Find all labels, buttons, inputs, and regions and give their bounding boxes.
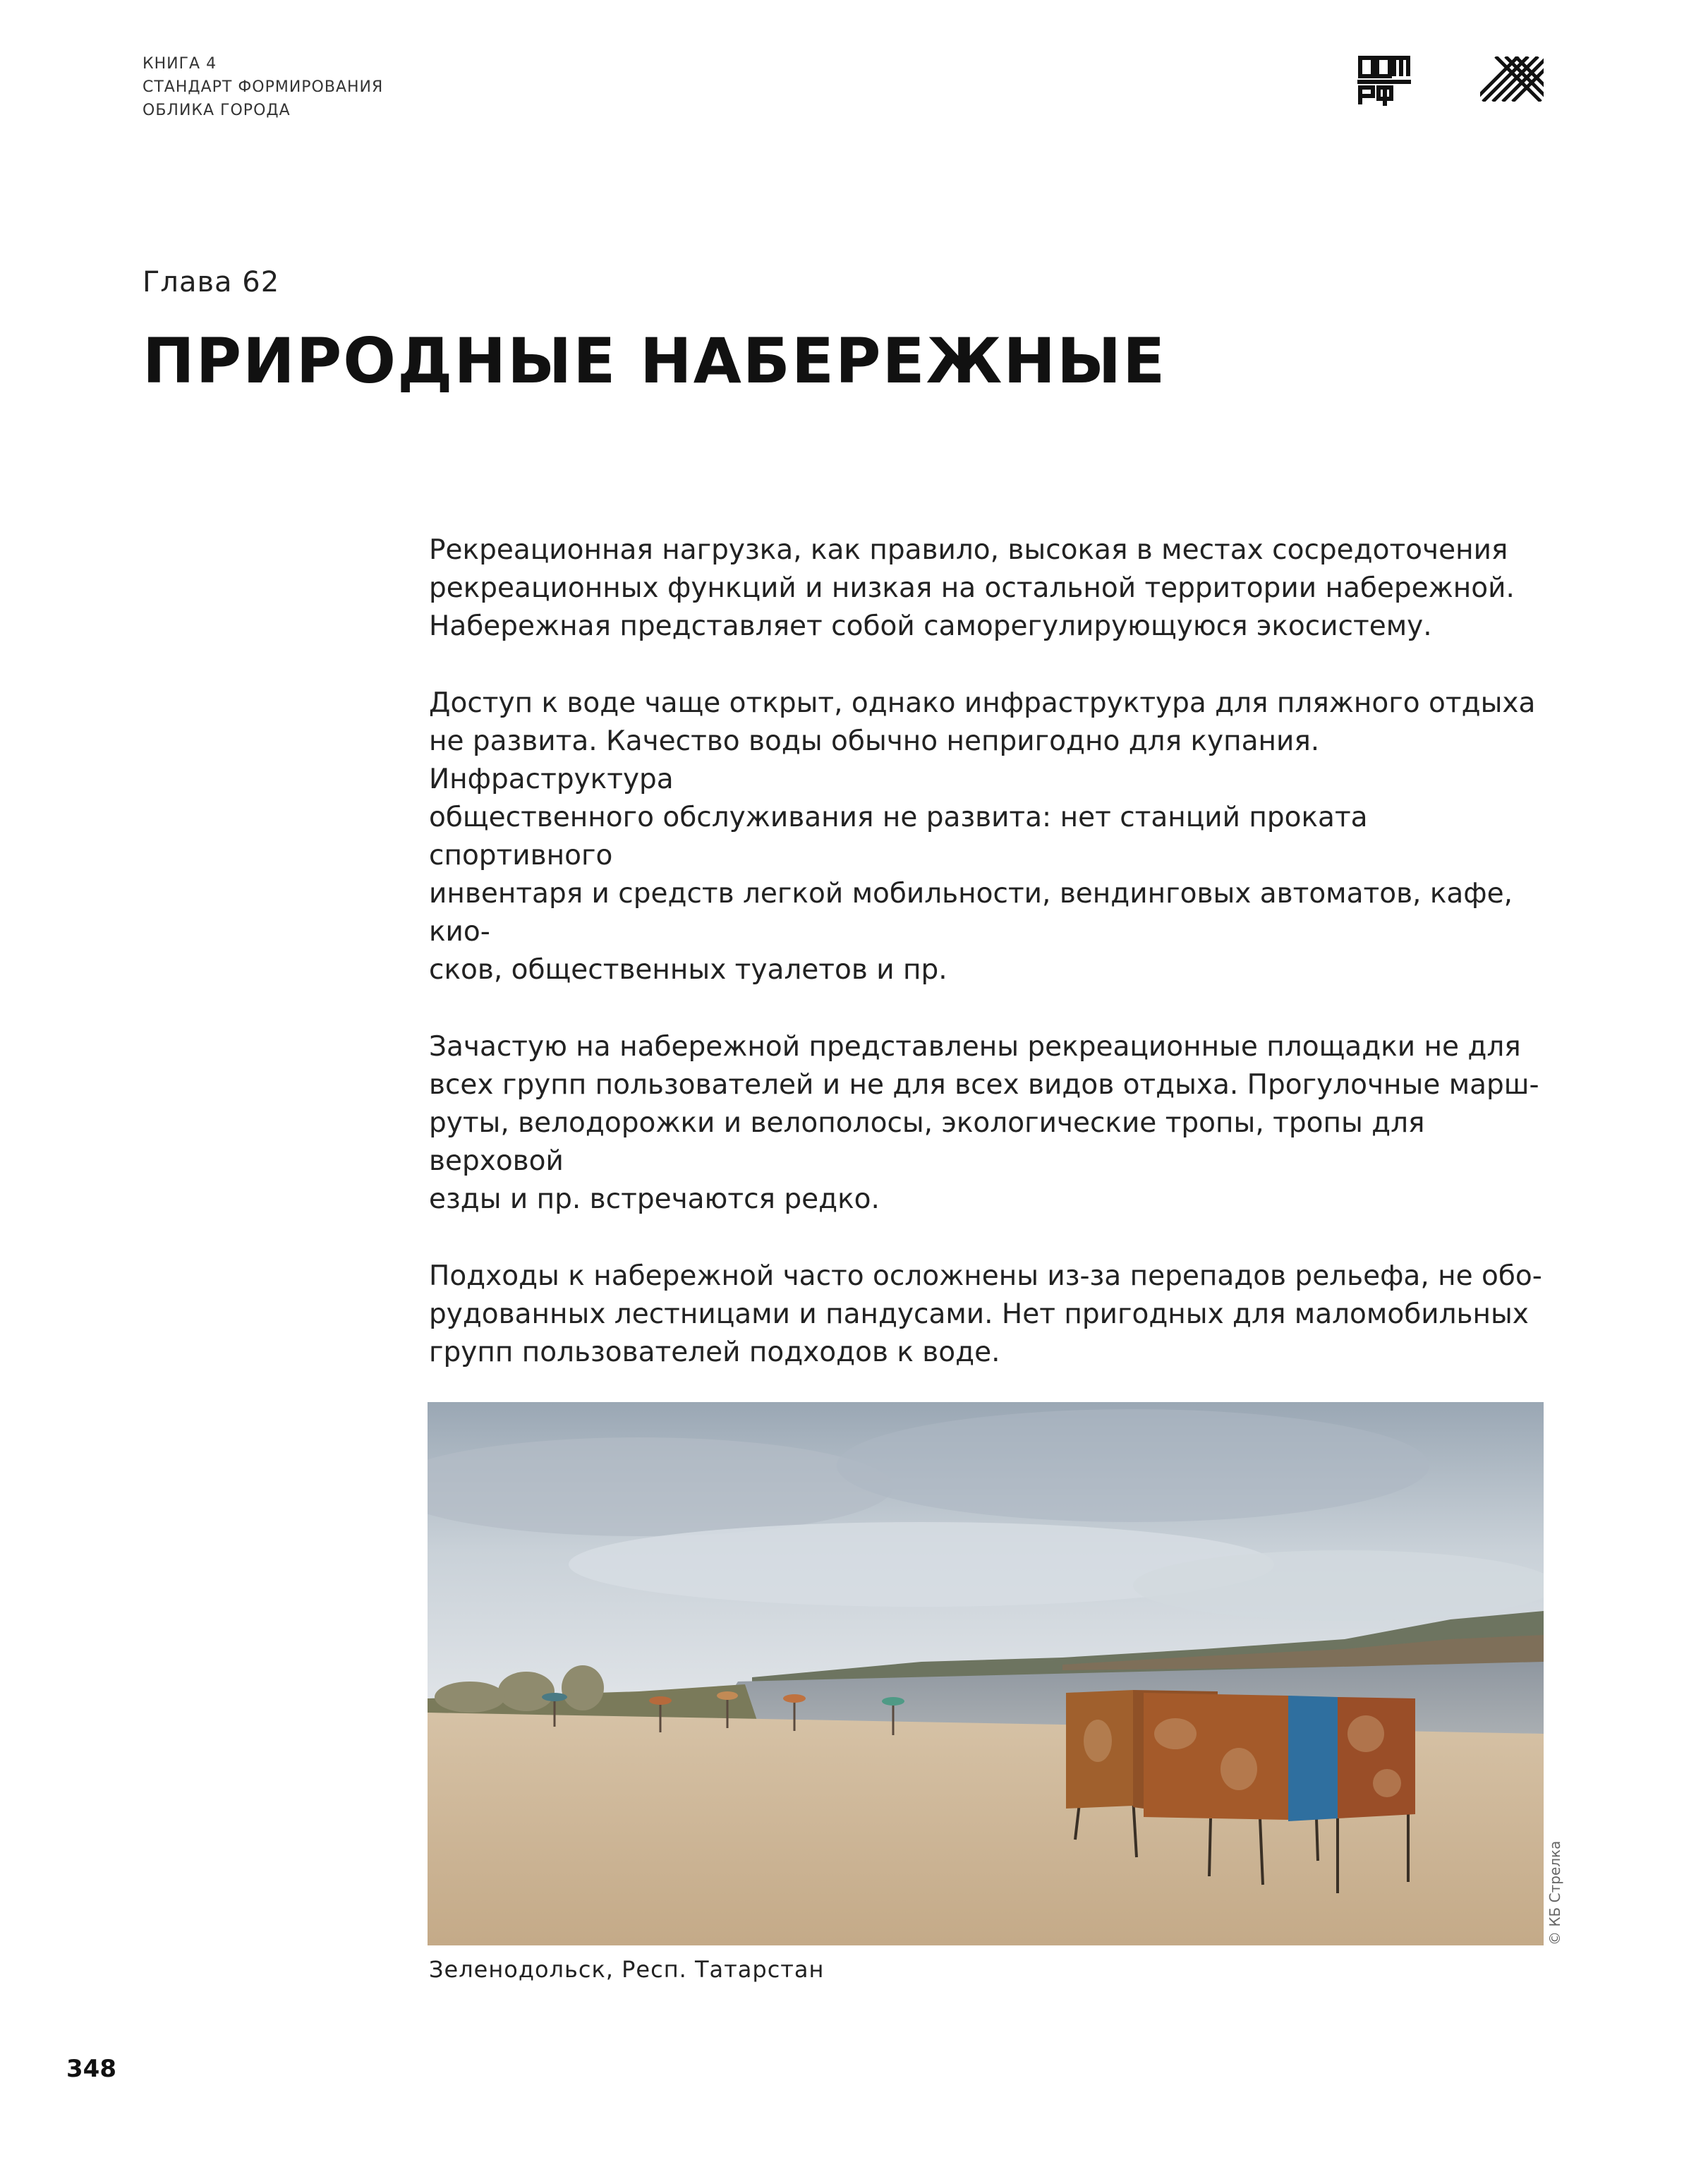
- book-line: СТАНДАРТ ФОРМИРОВАНИЯ: [143, 78, 384, 96]
- pattern-logo: [1480, 56, 1544, 102]
- paragraph: Доступ к воде чаще открыт, однако инфраструктура для пляжного отдыха не развита. Качество воды обычно непригодно для купания. Инфраструктура общественного обслуживания не развита: нет станций проката спортивного инвентаря и средств легкой мобильности, вендинговых автоматов, кафе, кио- сков, общественных туалетов и пр.: [429, 687, 1536, 986]
- chapter-label: Глава 62: [143, 266, 280, 298]
- photo-caption: Зеленодольск, Респ. Татарстан: [429, 1956, 825, 1983]
- beach-photo: [428, 1402, 1544, 1945]
- photo-credit: © КБ Стрелка: [1546, 1840, 1563, 1945]
- book-info: [143, 52, 383, 122]
- book-line: ОБЛИКА ГОРОДА: [143, 102, 291, 119]
- paragraph: Подходы к набережной часто осложнены из-за перепадов рельефа, не обо- рудованных лестницами и пандусами. Нет пригодных для маломобильных групп пользователей подходов к воде.: [429, 1260, 1542, 1368]
- dom-rf-logo: [1357, 55, 1411, 106]
- paragraph: Рекреационная нагрузка, как правило, высокая в местах сосредоточения рекреационных функций и низкая на остальной территории набережной. Набережная представляет собой саморегулирующуюся экосистему.: [429, 534, 1515, 642]
- page-number: 348: [66, 2055, 116, 2083]
- book-line: КНИГА 4: [143, 55, 217, 73]
- chapter-title: ПРИРОДНЫЕ НАБЕРЕЖНЫЕ: [143, 325, 1167, 397]
- paragraph: Зачастую на набережной представлены рекреационные площадки не для всех групп пользователей и не для всех видов отдыха. Прогулочные марш- руты, велодорожки и велополосы, экологические тропы, тропы для верховой езды и пр. встречаются редко.: [429, 1031, 1539, 1215]
